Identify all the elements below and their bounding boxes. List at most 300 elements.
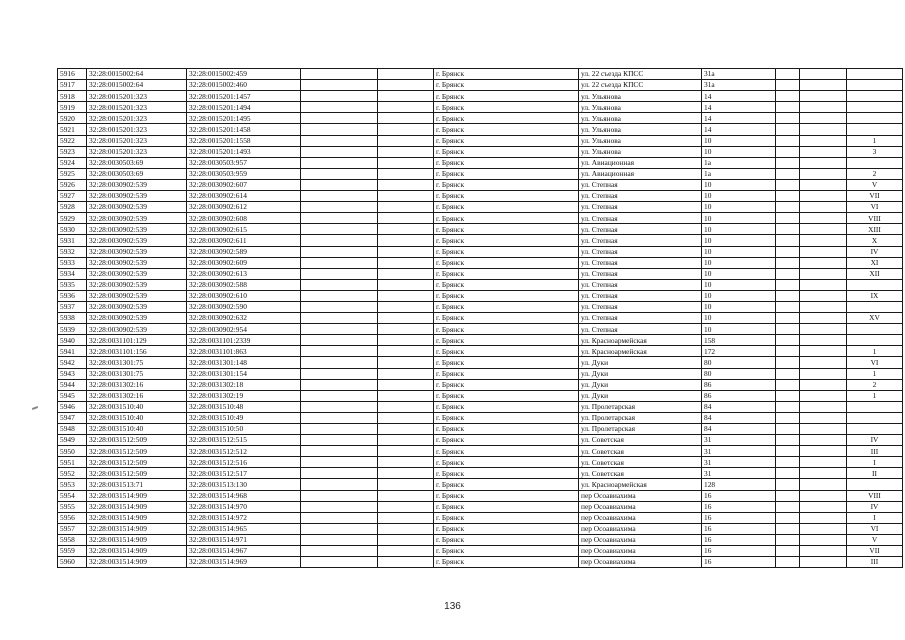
object-cadastral-number: 32:28:0015201:1495 <box>187 113 301 124</box>
empty-cell <box>301 168 378 179</box>
empty-cell <box>776 390 800 401</box>
object-cadastral-number: 32:28:0030902:615 <box>187 224 301 235</box>
empty-cell <box>301 179 378 190</box>
land-cadastral-number: 32:28:0030503:69 <box>87 157 187 168</box>
empty-cell <box>301 390 378 401</box>
object-cadastral-number: 32:28:0031514:970 <box>187 501 301 512</box>
empty-cell <box>776 102 800 113</box>
row-number: 5952 <box>58 468 87 479</box>
object-cadastral-number: 32:28:0031512:515 <box>187 435 301 446</box>
house-number-cell: 80 <box>702 357 776 368</box>
empty-cell <box>776 290 800 301</box>
empty-cell <box>378 368 434 379</box>
empty-cell <box>800 202 847 213</box>
empty-cell <box>301 468 378 479</box>
empty-cell <box>378 268 434 279</box>
city-cell: г. Брянск <box>434 135 579 146</box>
row-number: 5943 <box>58 368 87 379</box>
table-row <box>58 102 903 113</box>
empty-cell <box>378 80 434 91</box>
city-cell: г. Брянск <box>434 412 579 423</box>
house-number-cell: 31 <box>702 468 776 479</box>
object-cadastral-number: 32:28:0015002:460 <box>187 80 301 91</box>
premises-number-cell <box>847 424 903 435</box>
premises-number-cell: X <box>847 235 903 246</box>
empty-cell <box>301 135 378 146</box>
empty-cell <box>800 268 847 279</box>
row-number: 5921 <box>58 124 87 135</box>
table-row <box>58 379 903 390</box>
empty-cell <box>378 523 434 534</box>
land-cadastral-number: 32:28:0031513:71 <box>87 479 187 490</box>
empty-cell <box>800 401 847 412</box>
premises-number-cell: IV <box>847 246 903 257</box>
row-number: 5949 <box>58 435 87 446</box>
street-cell: ул. Ульянова <box>579 124 702 135</box>
empty-cell <box>800 279 847 290</box>
house-number-cell: 10 <box>702 279 776 290</box>
city-cell: г. Брянск <box>434 490 579 501</box>
city-cell: г. Брянск <box>434 301 579 312</box>
street-cell: пер Осоавиахима <box>579 512 702 523</box>
empty-cell <box>800 446 847 457</box>
empty-cell <box>800 457 847 468</box>
empty-cell <box>378 446 434 457</box>
street-cell: ул. Степная <box>579 257 702 268</box>
table-row <box>58 191 903 202</box>
empty-cell <box>800 224 847 235</box>
empty-cell <box>378 501 434 512</box>
land-cadastral-number: 32:28:0030503:69 <box>87 168 187 179</box>
empty-cell <box>800 435 847 446</box>
row-number: 5923 <box>58 146 87 157</box>
empty-cell <box>776 135 800 146</box>
row-number: 5937 <box>58 301 87 312</box>
street-cell: ул. Дуки <box>579 379 702 390</box>
table-row <box>58 313 903 324</box>
house-number-cell: 10 <box>702 257 776 268</box>
land-cadastral-number: 32:28:0030902:539 <box>87 179 187 190</box>
land-cadastral-number: 32:28:0015201:323 <box>87 146 187 157</box>
empty-cell <box>378 468 434 479</box>
city-cell: г. Брянск <box>434 546 579 557</box>
table-row <box>58 179 903 190</box>
table-row <box>58 301 903 312</box>
land-cadastral-number: 32:28:0031302:16 <box>87 379 187 390</box>
house-number-cell: 84 <box>702 412 776 423</box>
empty-cell <box>378 479 434 490</box>
object-cadastral-number: 32:28:0031514:971 <box>187 534 301 545</box>
row-number: 5927 <box>58 191 87 202</box>
premises-number-cell: 2 <box>847 379 903 390</box>
table-row <box>58 346 903 357</box>
row-number: 5918 <box>58 91 87 102</box>
street-cell: ул. Степная <box>579 235 702 246</box>
row-number: 5960 <box>58 557 87 568</box>
street-cell: ул. Степная <box>579 179 702 190</box>
empty-cell <box>776 412 800 423</box>
object-cadastral-number: 32:28:0015201:1494 <box>187 102 301 113</box>
land-cadastral-number: 32:28:0030902:539 <box>87 279 187 290</box>
row-number: 5931 <box>58 235 87 246</box>
premises-number-cell: 3 <box>847 146 903 157</box>
city-cell: г. Брянск <box>434 379 579 390</box>
table-row <box>58 135 903 146</box>
empty-cell <box>776 379 800 390</box>
object-cadastral-number: 32:28:0030902:613 <box>187 268 301 279</box>
empty-cell <box>378 435 434 446</box>
house-number-cell: 16 <box>702 557 776 568</box>
land-cadastral-number: 32:28:0031514:909 <box>87 557 187 568</box>
street-cell: ул. 22 съезда КПСС <box>579 69 702 80</box>
table-row <box>58 557 903 568</box>
table-row <box>58 80 903 91</box>
object-cadastral-number: 32:28:0031301:148 <box>187 357 301 368</box>
land-cadastral-number: 32:28:0015002:64 <box>87 80 187 91</box>
premises-number-cell: IV <box>847 501 903 512</box>
city-cell: г. Брянск <box>434 224 579 235</box>
empty-cell <box>301 146 378 157</box>
street-cell: пер Осоавиахима <box>579 490 702 501</box>
object-cadastral-number: 32:28:0030902:609 <box>187 257 301 268</box>
table-row <box>58 224 903 235</box>
city-cell: г. Брянск <box>434 213 579 224</box>
empty-cell <box>800 479 847 490</box>
street-cell: ул. Дуки <box>579 390 702 401</box>
empty-cell <box>776 335 800 346</box>
empty-cell <box>301 368 378 379</box>
land-cadastral-number: 32:28:0015201:323 <box>87 124 187 135</box>
row-number: 5955 <box>58 501 87 512</box>
city-cell: г. Брянск <box>434 279 579 290</box>
city-cell: г. Брянск <box>434 257 579 268</box>
empty-cell <box>776 468 800 479</box>
street-cell: ул. Ульянова <box>579 91 702 102</box>
empty-cell <box>301 490 378 501</box>
empty-cell <box>776 257 800 268</box>
premises-number-cell: I <box>847 512 903 523</box>
empty-cell <box>378 534 434 545</box>
empty-cell <box>301 279 378 290</box>
row-number: 5954 <box>58 490 87 501</box>
empty-cell <box>378 279 434 290</box>
house-number-cell: 10 <box>702 135 776 146</box>
city-cell: г. Брянск <box>434 479 579 490</box>
house-number-cell: 31 <box>702 457 776 468</box>
object-cadastral-number: 32:28:0031514:969 <box>187 557 301 568</box>
empty-cell <box>301 301 378 312</box>
row-number: 5946 <box>58 401 87 412</box>
city-cell: г. Брянск <box>434 446 579 457</box>
land-cadastral-number: 32:28:0031510:40 <box>87 412 187 423</box>
empty-cell <box>776 213 800 224</box>
street-cell: ул. Ульянова <box>579 113 702 124</box>
empty-cell <box>378 168 434 179</box>
empty-cell <box>800 324 847 335</box>
house-number-cell: 1а <box>702 168 776 179</box>
street-cell: ул. Ульянова <box>579 146 702 157</box>
table-row <box>58 335 903 346</box>
empty-cell <box>378 390 434 401</box>
table-row <box>58 424 903 435</box>
row-number: 5939 <box>58 324 87 335</box>
object-cadastral-number: 32:28:0031302:18 <box>187 379 301 390</box>
row-number: 5940 <box>58 335 87 346</box>
empty-cell <box>776 401 800 412</box>
street-cell: пер Осоавиахима <box>579 501 702 512</box>
land-cadastral-number: 32:28:0030902:539 <box>87 301 187 312</box>
empty-cell <box>378 246 434 257</box>
empty-cell <box>776 512 800 523</box>
row-number: 5926 <box>58 179 87 190</box>
land-cadastral-number: 32:28:0015201:323 <box>87 102 187 113</box>
row-number: 5944 <box>58 379 87 390</box>
empty-cell <box>776 157 800 168</box>
city-cell: г. Брянск <box>434 80 579 91</box>
empty-cell <box>800 80 847 91</box>
house-number-cell: 10 <box>702 202 776 213</box>
object-cadastral-number: 32:28:0030902:614 <box>187 191 301 202</box>
street-cell: ул. Советская <box>579 446 702 457</box>
empty-cell <box>301 357 378 368</box>
empty-cell <box>301 479 378 490</box>
street-cell: пер Осоавиахима <box>579 546 702 557</box>
house-number-cell: 16 <box>702 523 776 534</box>
house-number-cell: 10 <box>702 146 776 157</box>
row-number: 5951 <box>58 457 87 468</box>
premises-number-cell <box>847 335 903 346</box>
empty-cell <box>800 557 847 568</box>
property-register-table <box>57 68 903 568</box>
empty-cell <box>800 191 847 202</box>
empty-cell <box>776 113 800 124</box>
street-cell: ул. Степная <box>579 202 702 213</box>
house-number-cell: 84 <box>702 424 776 435</box>
city-cell: г. Брянск <box>434 168 579 179</box>
empty-cell <box>301 313 378 324</box>
object-cadastral-number: 32:28:0030902:954 <box>187 324 301 335</box>
empty-cell <box>378 424 434 435</box>
land-cadastral-number: 32:28:0031512:509 <box>87 435 187 446</box>
empty-cell <box>301 246 378 257</box>
empty-cell <box>301 501 378 512</box>
empty-cell <box>378 324 434 335</box>
land-cadastral-number: 32:28:0031514:909 <box>87 512 187 523</box>
premises-number-cell <box>847 157 903 168</box>
premises-number-cell <box>847 401 903 412</box>
land-cadastral-number: 32:28:0030902:539 <box>87 246 187 257</box>
row-number: 5934 <box>58 268 87 279</box>
city-cell: г. Брянск <box>434 69 579 80</box>
row-number: 5924 <box>58 157 87 168</box>
house-number-cell: 80 <box>702 368 776 379</box>
row-number: 5935 <box>58 279 87 290</box>
city-cell: г. Брянск <box>434 557 579 568</box>
house-number-cell: 10 <box>702 235 776 246</box>
object-cadastral-number: 32:28:0030902:612 <box>187 202 301 213</box>
city-cell: г. Брянск <box>434 157 579 168</box>
empty-cell <box>776 457 800 468</box>
row-number: 5929 <box>58 213 87 224</box>
house-number-cell: 10 <box>702 301 776 312</box>
table-row <box>58 512 903 523</box>
empty-cell <box>800 213 847 224</box>
object-cadastral-number: 32:28:0031302:19 <box>187 390 301 401</box>
page-number: 136 <box>444 601 461 612</box>
land-cadastral-number: 32:28:0031512:509 <box>87 457 187 468</box>
row-number: 5917 <box>58 80 87 91</box>
table-row <box>58 268 903 279</box>
street-cell: ул. Красноармейская <box>579 346 702 357</box>
premises-number-cell: VI <box>847 202 903 213</box>
land-cadastral-number: 32:28:0015002:64 <box>87 69 187 80</box>
empty-cell <box>776 80 800 91</box>
object-cadastral-number: 32:28:0031512:517 <box>187 468 301 479</box>
row-number: 5950 <box>58 446 87 457</box>
empty-cell <box>776 435 800 446</box>
empty-cell <box>776 124 800 135</box>
empty-cell <box>301 224 378 235</box>
empty-cell <box>800 346 847 357</box>
empty-cell <box>301 102 378 113</box>
table-row <box>58 124 903 135</box>
street-cell: ул. Степная <box>579 290 702 301</box>
object-cadastral-number: 32:28:0030902:588 <box>187 279 301 290</box>
empty-cell <box>378 191 434 202</box>
empty-cell <box>378 490 434 501</box>
table-row <box>58 390 903 401</box>
city-cell: г. Брянск <box>434 235 579 246</box>
object-cadastral-number: 32:28:0030902:632 <box>187 313 301 324</box>
street-cell: ул. Степная <box>579 279 702 290</box>
empty-cell <box>378 290 434 301</box>
street-cell: ул. Пролетарская <box>579 412 702 423</box>
premises-number-cell: VII <box>847 191 903 202</box>
object-cadastral-number: 32:28:0015201:1558 <box>187 135 301 146</box>
empty-cell <box>776 557 800 568</box>
object-cadastral-number: 32:28:0031512:516 <box>187 457 301 468</box>
table-row <box>58 290 903 301</box>
scan-speck <box>32 406 38 410</box>
empty-cell <box>776 168 800 179</box>
empty-cell <box>301 534 378 545</box>
street-cell: ул. Дуки <box>579 368 702 379</box>
object-cadastral-number: 32:28:0031514:965 <box>187 523 301 534</box>
empty-cell <box>800 246 847 257</box>
empty-cell <box>776 146 800 157</box>
house-number-cell: 10 <box>702 246 776 257</box>
house-number-cell: 31а <box>702 80 776 91</box>
land-cadastral-number: 32:28:0030902:539 <box>87 257 187 268</box>
empty-cell <box>378 124 434 135</box>
empty-cell <box>301 457 378 468</box>
table-row <box>58 401 903 412</box>
object-cadastral-number: 32:28:0030902:589 <box>187 246 301 257</box>
table-row <box>58 468 903 479</box>
street-cell: ул. Ульянова <box>579 102 702 113</box>
house-number-cell: 86 <box>702 379 776 390</box>
premises-number-cell: XV <box>847 313 903 324</box>
city-cell: г. Брянск <box>434 202 579 213</box>
land-cadastral-number: 32:28:0030902:539 <box>87 224 187 235</box>
empty-cell <box>378 357 434 368</box>
empty-cell <box>800 512 847 523</box>
street-cell: пер Осоавиахима <box>579 534 702 545</box>
table-row <box>58 91 903 102</box>
table-row <box>58 412 903 423</box>
premises-number-cell: III <box>847 446 903 457</box>
land-cadastral-number: 32:28:0031302:16 <box>87 390 187 401</box>
city-cell: г. Брянск <box>434 313 579 324</box>
house-number-cell: 10 <box>702 290 776 301</box>
empty-cell <box>378 202 434 213</box>
table-row <box>58 257 903 268</box>
land-cadastral-number: 32:28:0031514:909 <box>87 534 187 545</box>
empty-cell <box>776 346 800 357</box>
land-cadastral-number: 32:28:0015201:323 <box>87 113 187 124</box>
premises-number-cell: III <box>847 557 903 568</box>
empty-cell <box>800 501 847 512</box>
empty-cell <box>301 346 378 357</box>
table-row <box>58 235 903 246</box>
premises-number-cell: VIII <box>847 490 903 501</box>
street-cell: ул. Красноармейская <box>579 335 702 346</box>
row-number: 5941 <box>58 346 87 357</box>
row-number: 5959 <box>58 546 87 557</box>
city-cell: г. Брянск <box>434 324 579 335</box>
row-number: 5953 <box>58 479 87 490</box>
object-cadastral-number: 32:28:0015201:1458 <box>187 124 301 135</box>
house-number-cell: 16 <box>702 501 776 512</box>
street-cell: ул. Степная <box>579 313 702 324</box>
house-number-cell: 14 <box>702 102 776 113</box>
land-cadastral-number: 32:28:0015201:323 <box>87 91 187 102</box>
land-cadastral-number: 32:28:0030902:539 <box>87 313 187 324</box>
empty-cell <box>776 246 800 257</box>
city-cell: г. Брянск <box>434 335 579 346</box>
object-cadastral-number: 32:28:0030902:611 <box>187 235 301 246</box>
table-body <box>58 69 903 568</box>
house-number-cell: 16 <box>702 490 776 501</box>
empty-cell <box>301 157 378 168</box>
house-number-cell: 10 <box>702 324 776 335</box>
object-cadastral-number: 32:28:0030902:610 <box>187 290 301 301</box>
premises-number-cell: 1 <box>847 346 903 357</box>
city-cell: г. Брянск <box>434 534 579 545</box>
empty-cell <box>800 290 847 301</box>
table-row <box>58 490 903 501</box>
premises-number-cell <box>847 113 903 124</box>
empty-cell <box>301 335 378 346</box>
empty-cell <box>776 490 800 501</box>
empty-cell <box>800 490 847 501</box>
object-cadastral-number: 32:28:0031510:49 <box>187 412 301 423</box>
street-cell: ул. Авиационная <box>579 168 702 179</box>
land-cadastral-number: 32:28:0031301:75 <box>87 368 187 379</box>
empty-cell <box>301 446 378 457</box>
premises-number-cell: XI <box>847 257 903 268</box>
empty-cell <box>776 313 800 324</box>
house-number-cell: 14 <box>702 113 776 124</box>
object-cadastral-number: 32:28:0030503:957 <box>187 157 301 168</box>
premises-number-cell: II <box>847 468 903 479</box>
empty-cell <box>800 301 847 312</box>
empty-cell <box>301 124 378 135</box>
empty-cell <box>800 468 847 479</box>
empty-cell <box>776 324 800 335</box>
premises-number-cell: VI <box>847 357 903 368</box>
empty-cell <box>800 335 847 346</box>
